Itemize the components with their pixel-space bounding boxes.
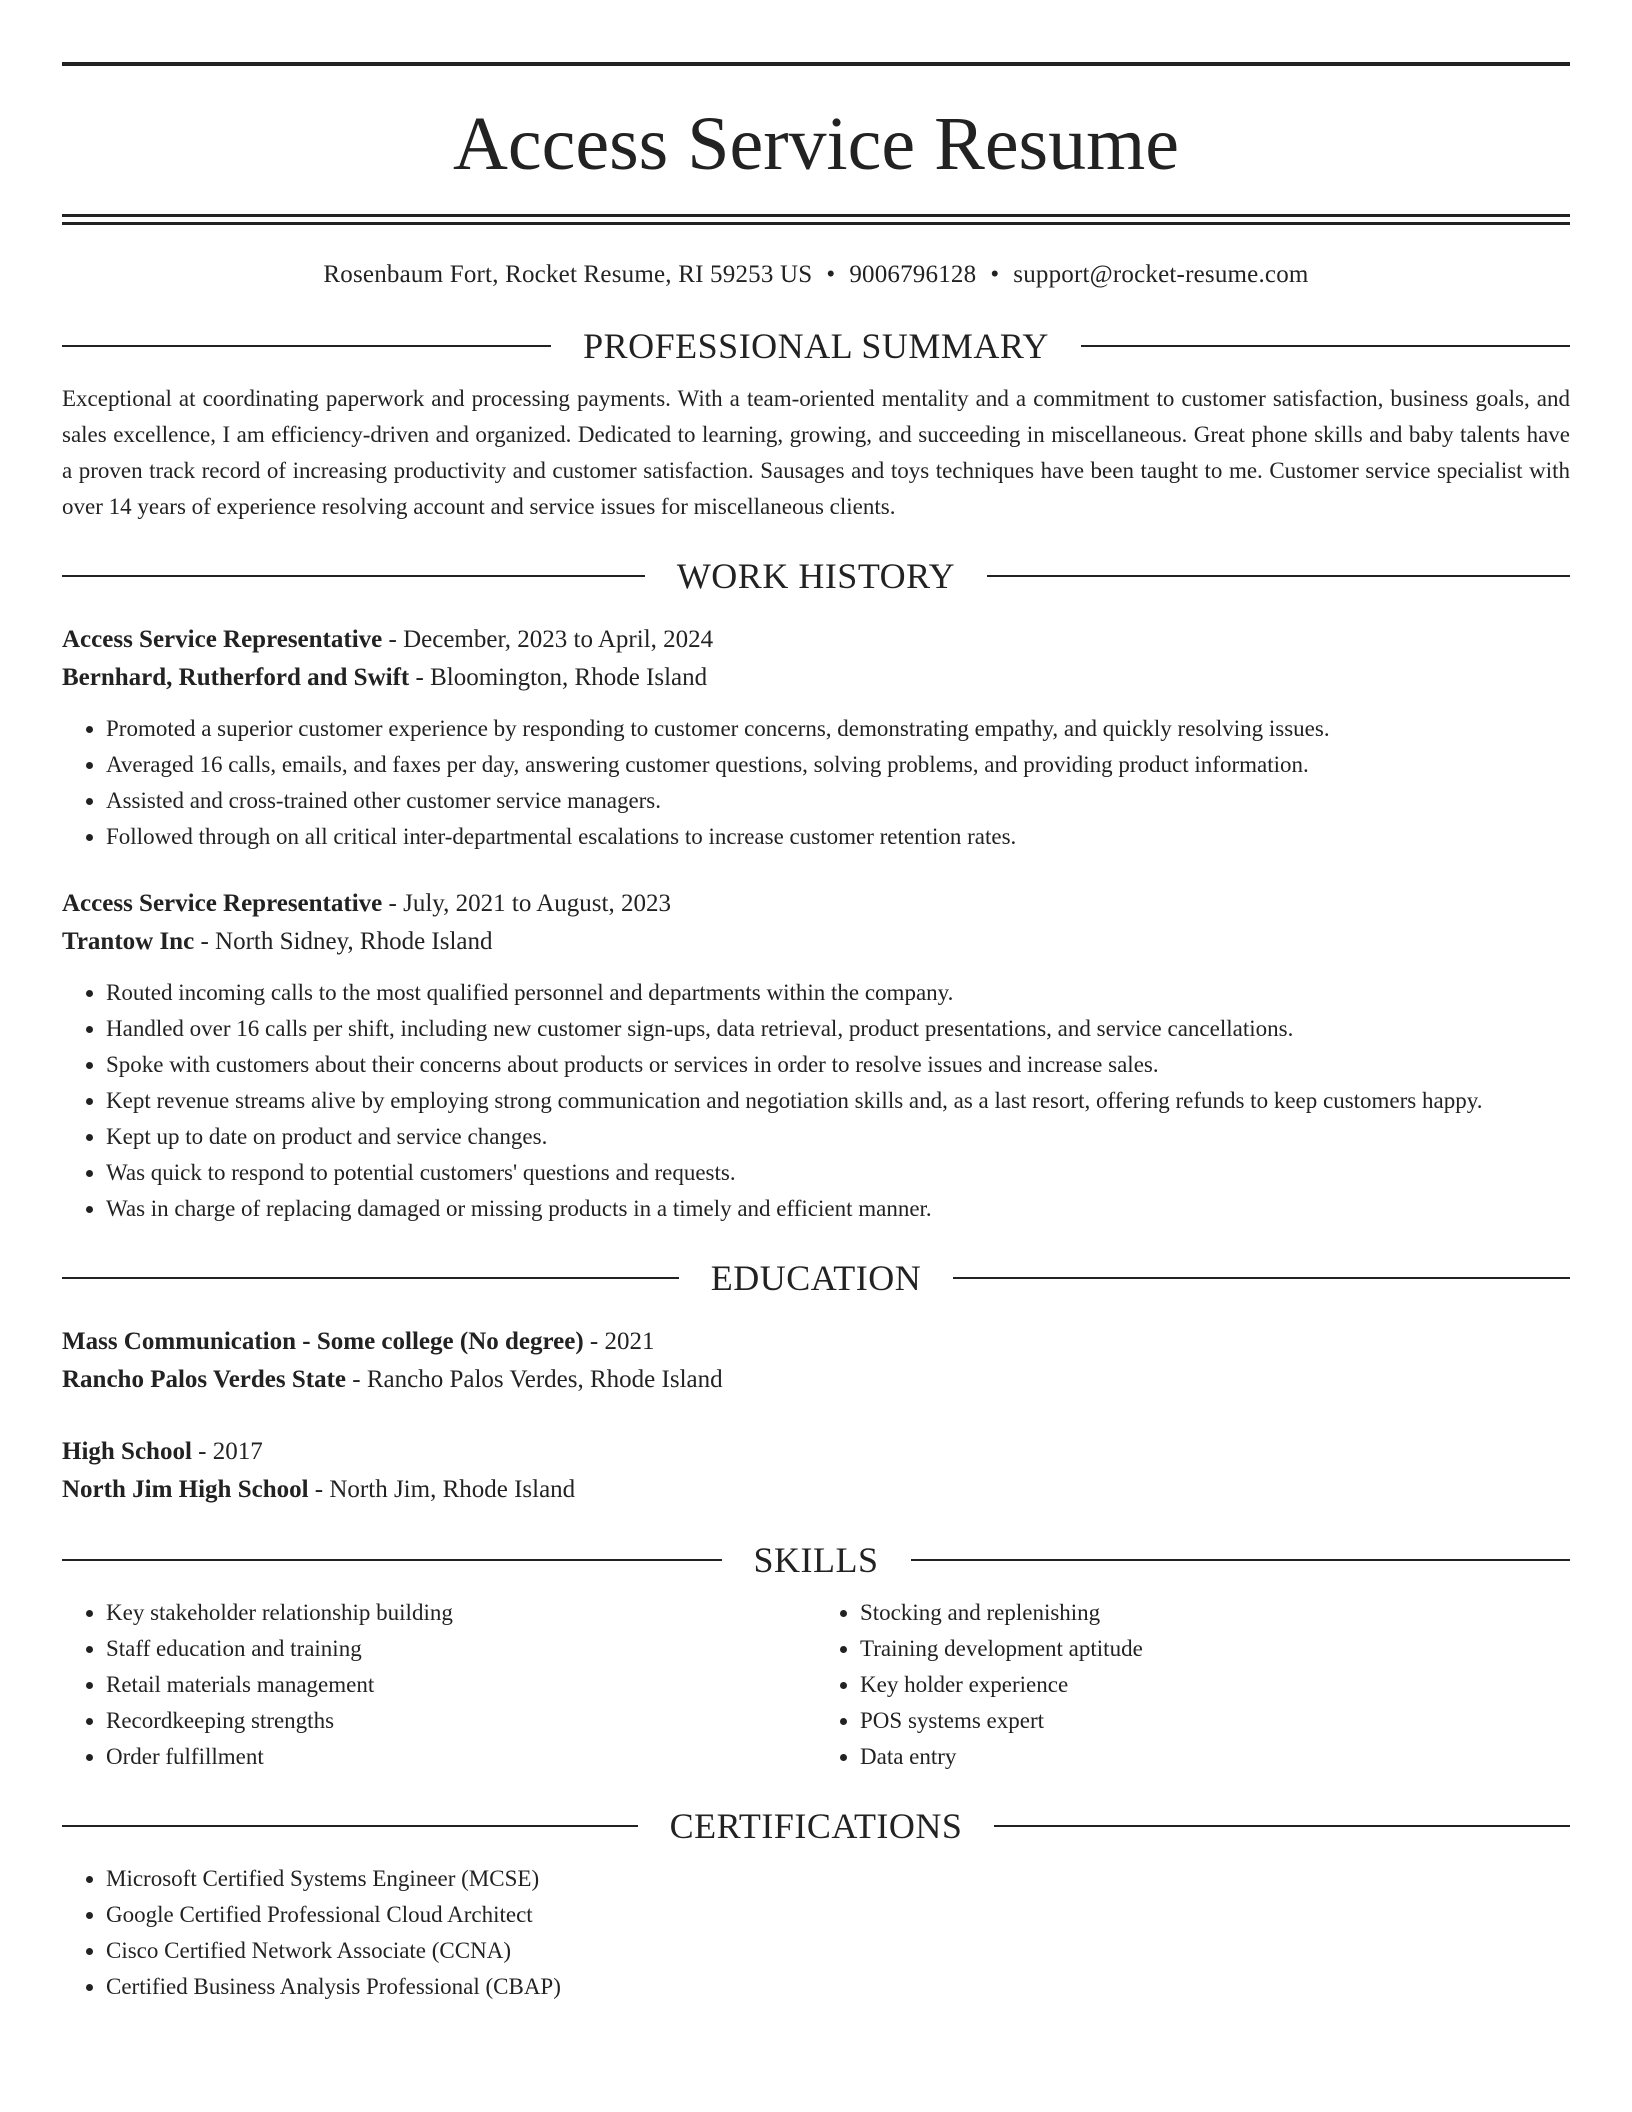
education-entry [62,1323,1570,1399]
list-item: • Recordkeeping strengths [106,1703,816,1739]
job-title-line [62,885,1570,923]
section-title: WORK HISTORY [676,556,956,596]
job-entry [62,621,1570,855]
job-company-line [62,659,1570,697]
resume-page [62,0,1570,2005]
summary-text: Exceptional at coordinating paperwork and processing payments. With a team-oriented mentality and a commitment to customer satisfaction, business goals, and sales excellence, I am efficiency-driven and organized. Dedicated to learning, growing, and succeeding in miscellaneous. Great phone skills and baby talents have a proven track record of increasing productivity and customer satisfaction. Sausages and toys techniques have been taught to me. Customer service specialist with over 14 years of experience resolving account and service issues for miscellaneous clients. [62,386,1570,519]
list-item: • Certified Business Analysis Professional (CBAP) [106,1969,1570,2005]
education-school-line [62,1471,1570,1509]
list-item: • Order fulfillment [106,1739,816,1775]
section-title: CERTIFICATIONS [669,1806,963,1846]
list-item: • POS systems expert [860,1703,1570,1739]
education-degree: Mass Communication - Some college (No degree) [62,1328,584,1355]
education-degree-line [62,1433,1570,1471]
list-item: • Retail materials management [106,1667,816,1703]
list-item: • Was in charge of replacing damaged or missing products in a timely and efficient manner. [106,1191,1570,1227]
divider-line [62,1825,638,1827]
list-item: • Microsoft Certified Systems Engineer (MCSE) [106,1861,1570,1897]
divider-line [1081,345,1570,347]
job-dates: - December, 2023 to April, 2024 [382,626,714,653]
job-entry [62,885,1570,1227]
job-bullets [62,975,1570,1227]
divider-line [62,345,551,347]
divider-line [62,1559,722,1561]
list-item: • Routed incoming calls to the most qualified personnel and departments within the company. [106,975,1570,1011]
section-header-skills [62,1539,1570,1581]
job-title-line [62,621,1570,659]
list-item: • Google Certified Professional Cloud Architect [106,1897,1570,1933]
job-dates: - July, 2021 to August, 2023 [382,890,671,917]
list-item: • Data entry [860,1739,1570,1775]
education-school: Rancho Palos Verdes State [62,1366,347,1393]
job-bullets [62,711,1570,855]
list-item: • Training development aptitude [860,1631,1570,1667]
section-title: EDUCATION [710,1258,922,1298]
skills-list-left [62,1595,816,1775]
list-item: • Stocking and replenishing [860,1595,1570,1631]
divider-line [953,1277,1570,1279]
job-location: - Bloomington, Rhode Island [409,664,708,691]
title-double-rule [62,214,1570,225]
job-company: Bernhard, Rutherford and Swift [62,664,410,691]
section-header-certifications [62,1805,1570,1847]
section-header-summary [62,325,1570,367]
divider-line [62,575,645,577]
job-company-line [62,923,1570,961]
section-header-work [62,555,1570,597]
education-year: - 2017 [191,1438,263,1465]
list-item: • Followed through on all critical inter-departmental escalations to increase customer retention rates. [106,819,1570,855]
job-location: - North Sidney, Rhode Island [194,928,493,955]
job-title: Access Service Representative [62,890,383,917]
list-item: • Cisco Certified Network Associate (CCNA) [106,1933,1570,1969]
education-entry [62,1433,1570,1509]
education-degree-line [62,1323,1570,1361]
list-item: • Promoted a superior customer experience by responding to customer concerns, demonstrating empathy, and quickly resolving issues. [106,711,1570,747]
contact-address: Rosenbaum Fort, Rocket Resume, RI 59253 US [323,261,813,288]
job-company: Trantow Inc [62,928,195,955]
list-item: • Key holder experience [860,1667,1570,1703]
education-year: - 2021 [583,1328,655,1355]
section-title: PROFESSIONAL SUMMARY [583,326,1049,366]
list-item: • Staff education and training [106,1631,816,1667]
certifications-list [62,1861,1570,2005]
contact-email: support@rocket-resume.com [1013,261,1309,288]
education-location: - North Jim, Rhode Island [308,1476,576,1503]
list-item: • Spoke with customers about their concerns about products or services in order to resolve issues and increase sales. [106,1047,1570,1083]
section-header-education [62,1257,1570,1299]
divider-line [62,1277,679,1279]
contact-separator: • [826,261,836,288]
divider-line [994,1825,1570,1827]
education-location: - Rancho Palos Verdes, Rhode Island [346,1366,723,1393]
list-item: • Kept up to date on product and service changes. [106,1119,1570,1155]
list-item: • Assisted and cross-trained other customer service managers. [106,783,1570,819]
education-school-line [62,1361,1570,1399]
list-item: • Key stakeholder relationship building [106,1595,816,1631]
top-rule [62,62,1570,66]
list-item: • Averaged 16 calls, emails, and faxes per day, answering customer questions, solving problems, and providing product information. [106,747,1570,783]
divider-line [987,575,1570,577]
list-item: • Was quick to respond to potential customers' questions and requests. [106,1155,1570,1191]
education-degree: High School [62,1438,192,1465]
list-item: • Handled over 16 calls per shift, including new customer sign-ups, data retrieval, product presentations, and service cancellations. [106,1011,1570,1047]
contact-line [62,261,1570,289]
skills-list-right [816,1595,1570,1775]
contact-separator: • [990,261,1000,288]
section-title: SKILLS [753,1540,879,1580]
list-item: • Kept revenue streams alive by employing strong communication and negotiation skills and, as a last resort, offering refunds to keep customers happy. [106,1083,1570,1119]
education-school: North Jim High School [62,1476,309,1503]
divider-line [911,1559,1571,1561]
job-title: Access Service Representative [62,626,383,653]
contact-phone: 9006796128 [849,261,977,288]
page-title: Access Service Resume [453,102,1179,186]
skills-columns [62,1595,1570,1775]
